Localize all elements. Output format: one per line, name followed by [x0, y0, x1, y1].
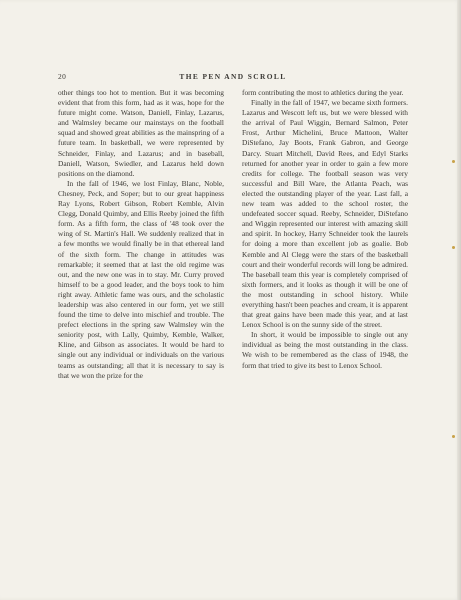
- page-header: [58, 72, 408, 84]
- paragraph: other things too hot to mention. But it was becoming evident that from this form, had as it was, hope for the future might come. Watson, Daniell, Finlay, Lazarus, and Walmsley became our mainstays on the football squad and showed great abilities as the mainspring of a future team. In basketball, we were represented by Schneider, Finlay, and Lazarus; and in baseball, Daniell, Watson, Swiedler, and Lazarus held down positions on the diamond.: [58, 88, 224, 178]
- paragraph: Finally in the fall of 1947, we became sixth formers. Lazarus and Wescott left us, but we were blessed with the arrival of Paul Wiggin, Bernard Salmon, Peter Frost, Arthur Michelini, Bruce Mattoon, Walter DiStefano, Jay Boots, Frank Gabron, and George Darcy. Stuart Mitchell, David Rees, and Edyl Starks returned for another year in order to gain a few more credits for college. The football season was very successful and Bill Ware, the Atlanta Peach, was elected the outstanding player of the year. Last fall, a new team was added to the school roster, the undefeated soccer squad. Reeby, Schneider, DiStefano and Wiggin represented our interest with amazing skill and spirit. In hockey, Harry Schneider took the laurels for doing a more than excellent job as goalie. Bob Kemble and Al Clegg were the stars of the basketball court and their wonderful records will long be admired. The baseball team this year is completely comprised of sixth formers, and it looks as though it will be one of the most outstanding in school history. While everything hasn't been peaches and cream, it is apparent that great gains have been made this year, and at last Lenox School is on the sunny side of the street.: [242, 98, 408, 330]
- paragraph: form contributing the most to athletics during the year.: [242, 88, 404, 97]
- page-edge: [457, 0, 461, 600]
- text-columns: [58, 88, 408, 381]
- journal-title: THE PEN AND SCROLL: [179, 72, 287, 81]
- margin-mark: [452, 435, 455, 438]
- right-column: [242, 88, 408, 381]
- paragraph: In the fall of 1946, we lost Finlay, Blanc, Noble, Chesney, Peck, and Soper; but to our great happiness Ray Lyons, Robert Gibson, Robert Kemble, Alvin Clegg, Donald Quimby, and Ellis Reeby joined the fifth form. As a fifth form, the class of '48 took over the wing of St. Martin's Hall. We suddenly realized that in a few months we would finally be in that ethereal land of the sixth form. The change in attitudes was remarkable; it seemed that at last the old regime was out, and the new one was in to stay. Mr. Curry proved himself to be a good leader, and the boys took to him right away. Athletic fame was ours, and the scholastic leadership was also centered in our form, yet we still found the time to delve into mischief and trouble. The prefect elections in the spring saw Walmsley win the seniority post, with Lally, Quimby, Kemble, Walker, Kline, and Gibson as associates. It would be hard to single out any individual or individuals on the various teams as outstanding; all that it is necessary to say is that we won the prize for the: [58, 178, 224, 380]
- margin-mark: [452, 160, 455, 163]
- paragraph: In short, it would be impossible to single out any individual as being the most outstanding in the class. We wish to be remembered as the class of 1948, the form that tried to give its best to Lenox School.: [242, 330, 408, 370]
- margin-mark: [452, 246, 455, 249]
- left-column: [58, 88, 224, 381]
- page-number: 20: [58, 72, 67, 81]
